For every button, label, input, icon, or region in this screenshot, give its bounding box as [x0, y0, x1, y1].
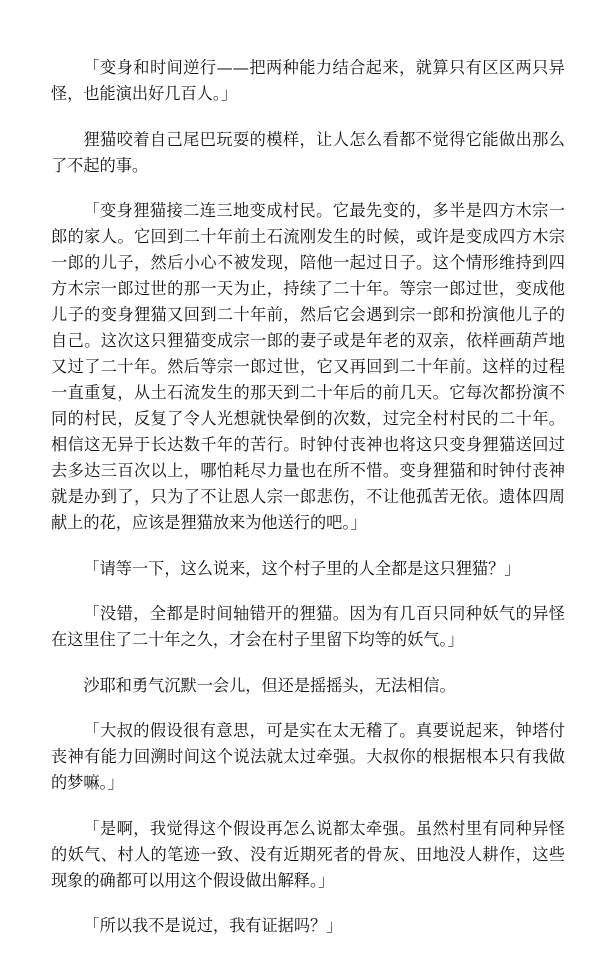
- paragraph-3: 「变身狸猫接二连三地变成村民。它最先变的，多半是四方木宗一郎的家人。它回到二十年前土石流刚发生的时候，或许是变成四方木宗一郎的儿子，然后小心不被发现，陪他一起过日子。这个情形维持到四方木宗一郎过世的那一天为止，持续了二十年。等宗一郎过世，变成他儿子的变身狸猫又回到二十年前，然后它会遇到宗一郎和扮演他儿子的自己。这次这只狸猫变成宗一郎的妻子或是年老的双亲，依样画葫芦地又过了二十年。然后等宗一郎过世，它又再回到二十年前。这样的过程一直重复，从土石流发生的那天到二十年后的前几天。它每次都扮演不同的村民，反复了令人光想就快晕倒的次数，过完全村村民的二十年。相信这无异于长达数千年的苦行。时钟付丧神也将这只变身狸猫送回过去多达三百次以上，哪怕耗尽力量也在所不惜。变身狸猫和时钟付丧神就是办到了，只为了不让恩人宗一郎悲伤，不让他孤苦无依。遗体四周献上的花，应该是狸猫放来为他送行的吧。」: [51, 201, 565, 532]
- paragraph-5: 「没错，全都是时间轴错开的狸猫。因为有几百只同种妖气的异怪在这里住了二十年之久，才会在村子里留下均等的妖气。」: [51, 604, 565, 649]
- paragraph-1: 「变身和时间逆行——把两种能力结合起来，就算只有区区两只异怪，也能演出好几百人。」: [51, 58, 565, 103]
- document-page: [51, 55, 565, 959]
- paragraph-4: 「请等一下，这么说来，这个村子里的人全都是这只狸猫？」: [83, 558, 521, 578]
- paragraph-9: 「所以我不是说过，我有证据吗？」: [83, 916, 343, 935]
- paragraph-7: 「大叔的假设很有意思，可是实在太无稽了。真要说起来，钟塔付丧神有能力回溯时间这个说法就太过牵强。大叔你的根据根本只有我做的梦嘛。」: [51, 721, 565, 792]
- paragraph-2: 狸猫咬着自己尾巴玩耍的模样，让人怎么看都不觉得它能做出那么了不起的事。: [51, 129, 565, 175]
- paragraph-6: 沙耶和勇气沉默一会儿，但还是摇摇头，无法相信。: [83, 675, 456, 695]
- paragraph-8: 「是啊，我觉得这个假设再怎么说都太牵强。虽然村里有同种异怪的妖气、村人的笔迹一致、没有近期死者的骨灰、田地没人耕作，这些现象的确都可以用这个假设做出解释。」: [51, 818, 565, 890]
